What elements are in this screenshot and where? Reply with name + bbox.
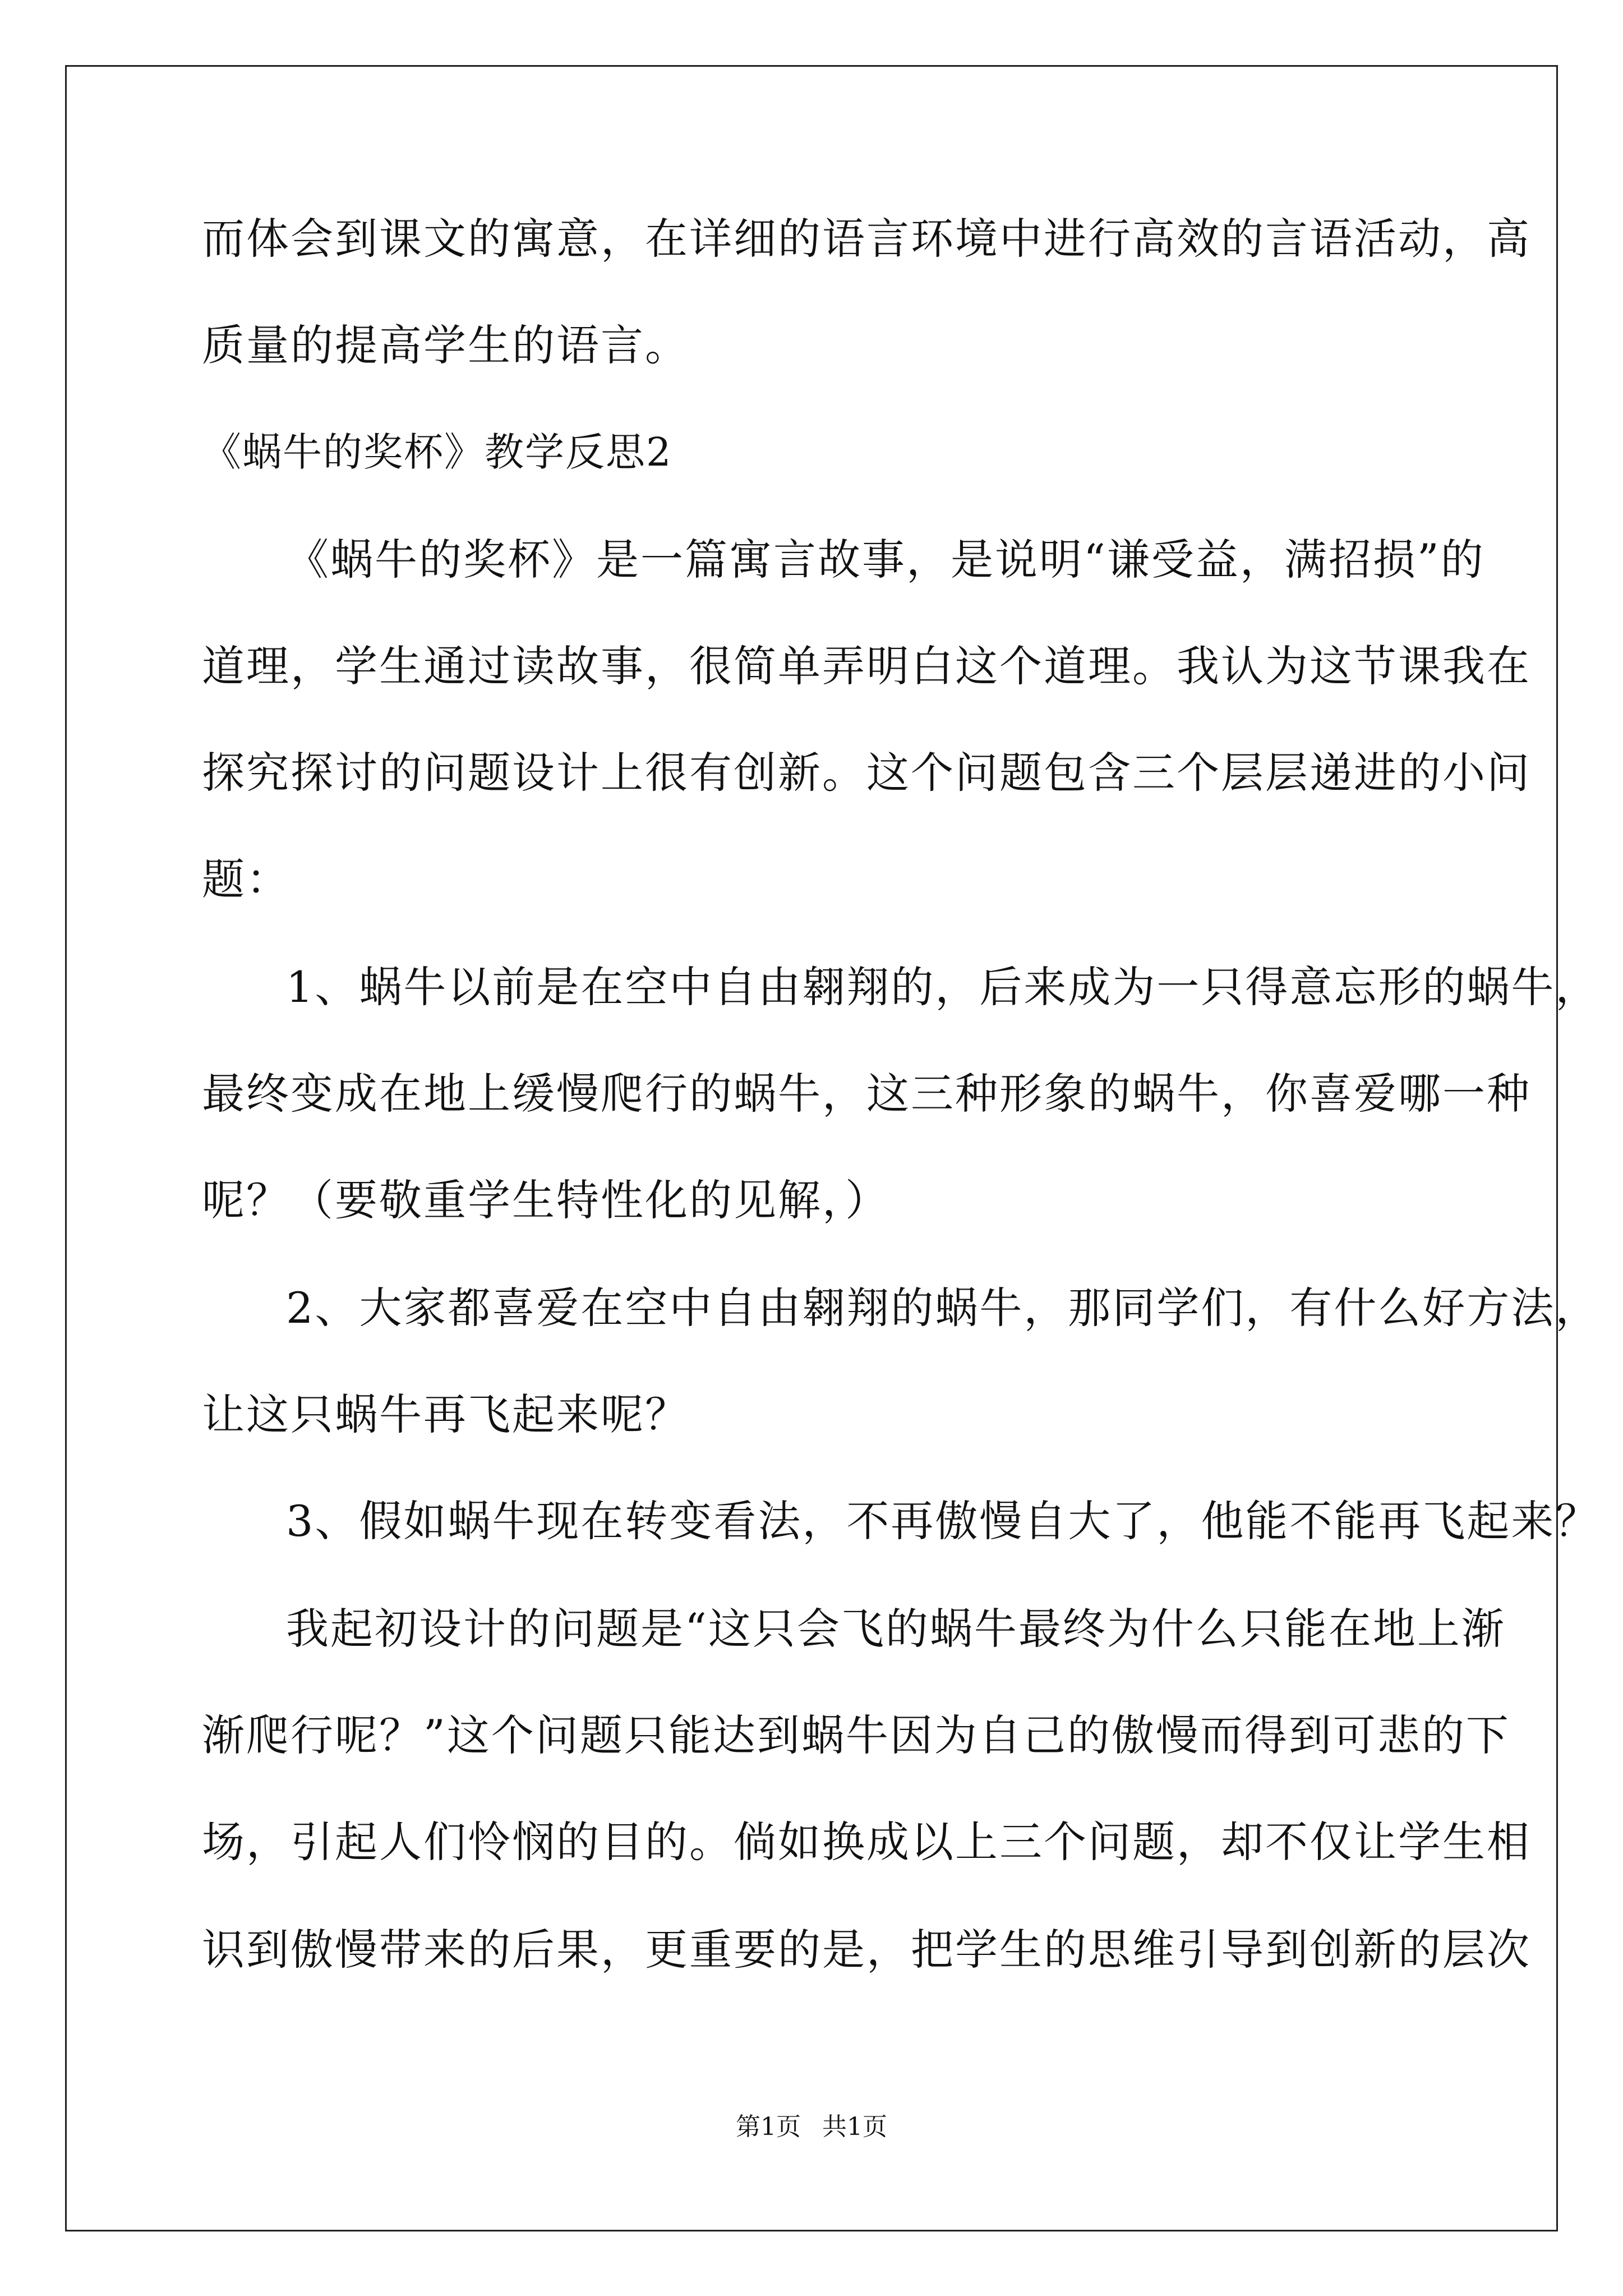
paragraph-line: 题： — [202, 854, 291, 904]
page-total: 共1页 — [822, 2113, 887, 2141]
paragraph-line: 《蜗牛的奖杯》是一篇寓言故事，是说明“谦受益，满招损”的 — [286, 535, 1485, 585]
list-item-line: 3、假如蜗牛现在转变看法，不再傲慢自大了，他能不能再飞起来？ — [286, 1496, 1600, 1546]
list-item-line: 2、大家都喜爱在空中自由翱翔的蜗牛，那同学们，有什么好方法， — [286, 1283, 1600, 1333]
page-footer — [0, 2111, 1623, 2143]
paragraph-line: 场，引起人们怜悯的目的。倘如换成以上三个问题，却不仅让学生相 — [202, 1817, 1531, 1867]
list-item-line: 让这只蜗牛再飞起来呢？ — [202, 1389, 689, 1439]
section-title: 《蜗牛的奖杯》教学反思2 — [202, 429, 672, 475]
paragraph-line: 质量的提高学生的语言。 — [202, 320, 689, 370]
paragraph-line: 我起初设计的问题是“这只会飞的蜗牛最终为什么只能在地上渐 — [286, 1604, 1506, 1654]
paragraph-line: 渐爬行呢？”这个问题只能达到蜗牛因为自己的傲慢而得到可悲的下 — [202, 1710, 1510, 1760]
page-border — [65, 65, 1558, 2231]
list-item-line: 呢？（要敬重学生特性化的见解，） — [202, 1175, 889, 1225]
list-item-line: 最终变成在地上缓慢爬行的蜗牛，这三种形象的蜗牛，你喜爱哪一种 — [202, 1069, 1531, 1119]
paragraph-line: 道理，学生通过读故事，很简单弄明白这个道理。我认为这节课我在 — [202, 641, 1531, 691]
list-item-line: 1、蜗牛以前是在空中自由翱翔的，后来成为一只得意忘形的蜗牛， — [286, 962, 1600, 1012]
paragraph-line: 探究探讨的问题设计上很有创新。这个问题包含三个层层递进的小问 — [202, 748, 1531, 798]
paragraph-line: 识到傲慢带来的后果，更重要的是，把学生的思维引导到创新的层次 — [202, 1925, 1531, 1975]
paragraph-line: 而体会到课文的寓意，在详细的语言环境中进行高效的言语活动，高 — [202, 214, 1531, 264]
page-number: 第1页 — [736, 2113, 801, 2141]
